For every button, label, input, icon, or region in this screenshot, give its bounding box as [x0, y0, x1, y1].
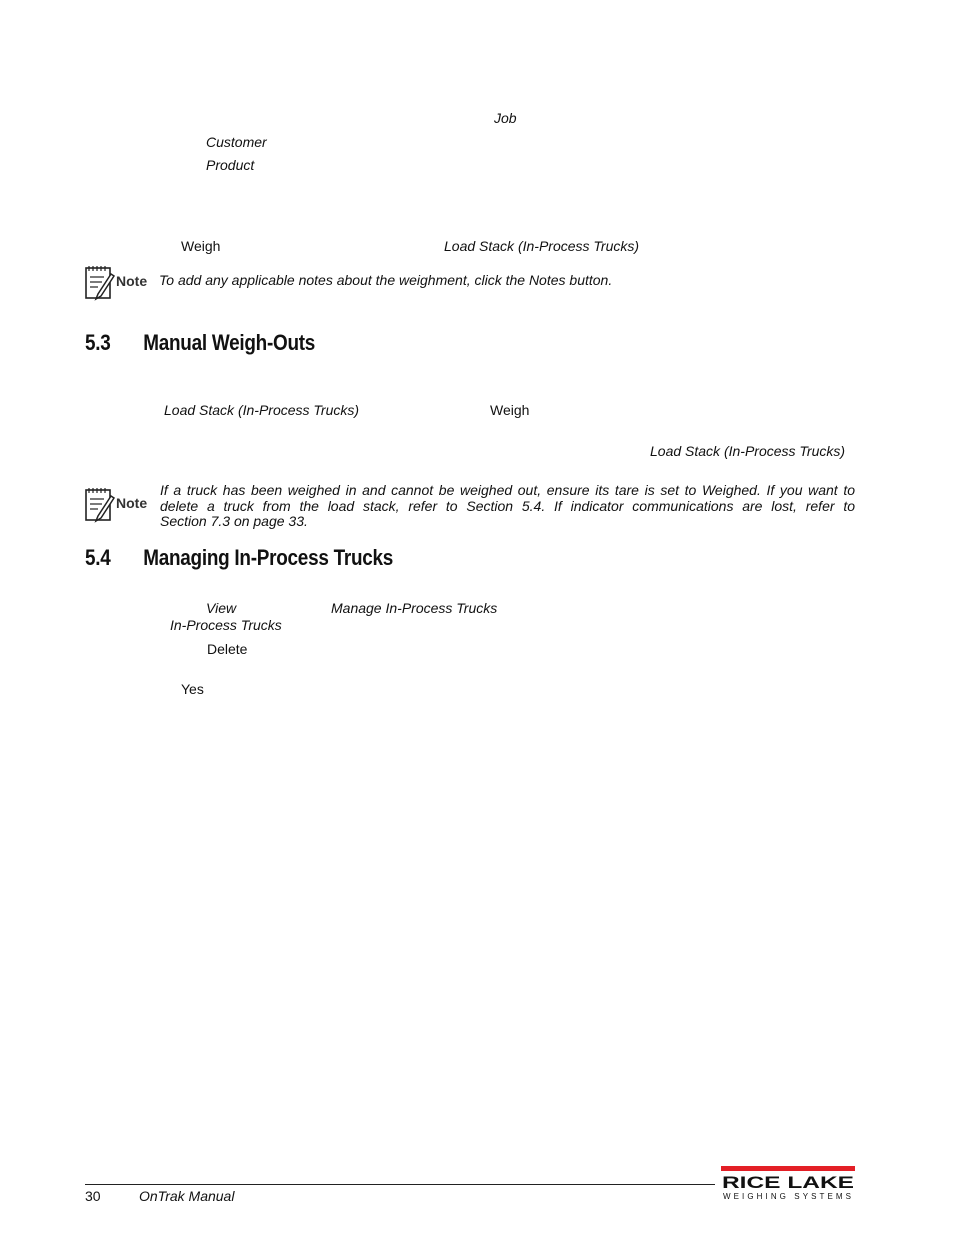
customer-label: Customer: [206, 134, 267, 150]
page-number: 30: [85, 1188, 101, 1204]
note-line: delete a truck from the load stack, refer to Section 5.4. If indicator communications are lost, refer to: [160, 497, 855, 514]
logo-subtext: WEIGHING SYSTEMS: [723, 1192, 853, 1200]
view-label: View: [206, 600, 237, 616]
job-label: Job: [494, 110, 517, 126]
in-process-label: In-Process Trucks: [170, 617, 282, 633]
note-text: [160, 483, 855, 530]
yes-label: Yes: [181, 681, 204, 697]
section-heading-5-4: [85, 545, 393, 571]
section-number: 5.4: [85, 545, 111, 570]
delete-label: Delete: [207, 641, 248, 657]
manual-title: OnTrak Manual: [139, 1188, 235, 1204]
section-heading-5-3: [85, 330, 315, 356]
section-title: Manual Weigh-Outs: [143, 330, 316, 355]
note-icon-label: Note: [116, 495, 148, 511]
note-icon: [84, 486, 154, 524]
footer-rule: [85, 1184, 715, 1185]
rice-lake-logo: [721, 1166, 857, 1200]
product-label: Product: [206, 157, 255, 173]
manage-label: Manage In-Process Trucks: [331, 600, 498, 616]
load-stack-label: Load Stack (In-Process Trucks): [650, 443, 846, 459]
section-title: Managing In-Process Trucks: [143, 545, 394, 570]
section-number: 5.3: [85, 330, 111, 355]
note-icon: [84, 264, 154, 302]
note-line: If a truck has been weighed in and cannot be weighed out, ensure its tare is set to Weighed. If you want to: [160, 482, 855, 498]
note-text: To add any applicable notes about the weighment, click the Notes button.: [159, 272, 613, 288]
load-stack-label: Load Stack (In-Process Trucks): [444, 238, 640, 254]
logo-text: RICE LAKE: [722, 1173, 854, 1192]
note-icon-label: Note: [116, 273, 148, 289]
load-stack-label: Load Stack (In-Process Trucks): [164, 402, 360, 418]
weigh-label: Weigh: [181, 238, 221, 254]
weigh-label: Weigh: [490, 402, 530, 418]
note-line: Section 7.3 on page 33.: [160, 513, 308, 529]
